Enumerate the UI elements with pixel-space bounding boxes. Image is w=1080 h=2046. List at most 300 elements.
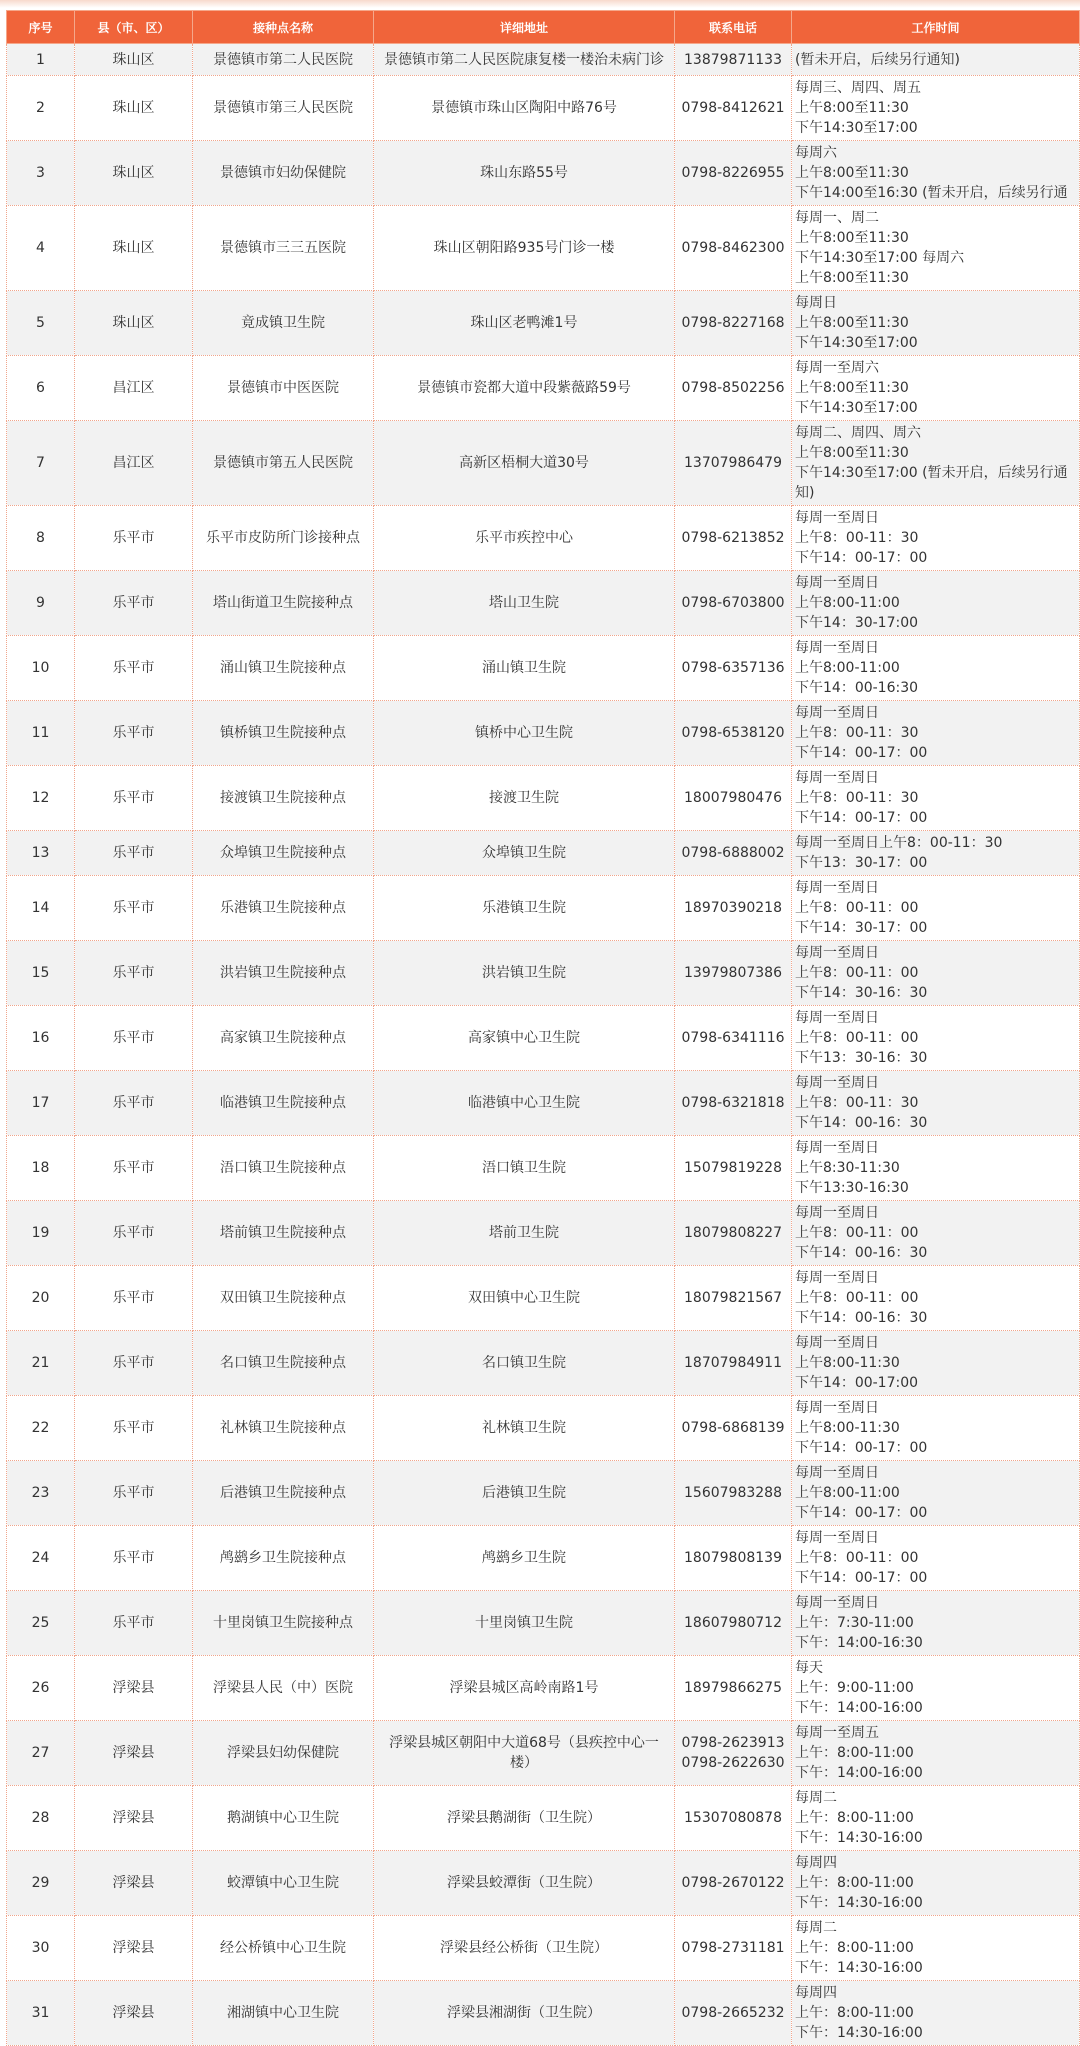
cell-county: 乐平市 (75, 506, 193, 571)
cell-address-line: 浮梁县经公桥街（卫生院） (440, 1940, 608, 1956)
cell-site-name: 景德镇市妇幼保健院 (193, 141, 374, 206)
cell-work-hours-line: 上午8:00至11:30 (795, 315, 909, 331)
cell-site-name: 后港镇卫生院接种点 (193, 1461, 374, 1526)
cell-address-line: 十里岗镇卫生院 (475, 1615, 573, 1631)
cell-address (374, 636, 675, 701)
cell-work-hours-line: 下午14:30至17:00 (暂未开启，后续另行通 (795, 465, 1068, 481)
cell-address-line: 浮梁县城区朝阳中大道68号（县疾控中心一 (389, 1735, 659, 1751)
cell-phone-line: 18979866275 (684, 1680, 782, 1696)
cell-county: 浮梁县 (75, 1656, 193, 1721)
cell-address-line: 珠山区老鸭滩1号 (470, 315, 578, 331)
cell-county: 乐平市 (75, 1201, 193, 1266)
cell-no: 8 (7, 506, 75, 571)
cell-phone-line: 0798-6213852 (681, 530, 785, 546)
cell-work-hours-line: 上午8：00-11：00 (795, 1290, 919, 1306)
cell-address-line: 浮梁县蛟潭街（卫生院） (447, 1875, 601, 1891)
cell-address (374, 1201, 675, 1266)
cell-address-line: 塔山卫生院 (489, 595, 559, 611)
cell-work-hours (792, 636, 1080, 701)
cell-phone (675, 831, 792, 876)
table-row (7, 1916, 1080, 1981)
cell-work-hours-line: 上午8：00-11：30 (795, 530, 919, 546)
cell-work-hours-line: 下午14：30-16：30 (795, 985, 928, 1001)
cell-phone-line: 0798-2623913 (681, 1735, 785, 1751)
table-row (7, 571, 1080, 636)
cell-phone (675, 1916, 792, 1981)
cell-county: 乐平市 (75, 636, 193, 701)
cell-work-hours-line: 每周四 (795, 1855, 837, 1871)
cell-phone-line: 0798-6888002 (681, 845, 785, 861)
cell-county: 浮梁县 (75, 1786, 193, 1851)
cell-county: 珠山区 (75, 76, 193, 141)
cell-site-name: 景德镇市中医医院 (193, 356, 374, 421)
cell-work-hours-line: 下午14：00-16:30 (795, 680, 919, 696)
cell-work-hours-line: 每周一至周日 (795, 880, 879, 896)
cell-work-hours-line: 上午8：00-11：30 (795, 1095, 919, 1111)
table-body (7, 44, 1080, 2046)
cell-work-hours (792, 1851, 1080, 1916)
cell-work-hours (792, 1006, 1080, 1071)
cell-phone (675, 876, 792, 941)
cell-work-hours (792, 1396, 1080, 1461)
cell-work-hours (792, 356, 1080, 421)
cell-phone (675, 1201, 792, 1266)
cell-address (374, 1396, 675, 1461)
cell-address-line: 景德镇市珠山区陶阳中路76号 (431, 100, 617, 116)
cell-work-hours-line: 每周一至周日 (795, 1270, 879, 1286)
cell-address (374, 141, 675, 206)
header-county: 县（市、区） (75, 11, 193, 44)
cell-site-name: 涌山镇卫生院接种点 (193, 636, 374, 701)
cell-work-hours (792, 701, 1080, 766)
cell-address (374, 1071, 675, 1136)
table-row (7, 1656, 1080, 1721)
cell-work-hours (792, 1201, 1080, 1266)
cell-address (374, 76, 675, 141)
cell-no: 22 (7, 1396, 75, 1461)
cell-phone (675, 1331, 792, 1396)
cell-county: 浮梁县 (75, 1721, 193, 1786)
cell-address-line: 临港镇中心卫生院 (468, 1095, 580, 1111)
cell-work-hours-line: 上午8:00-11:00 (795, 660, 900, 676)
cell-address (374, 1981, 675, 2046)
cell-work-hours-line: 上午8:00至11:30 (795, 230, 909, 246)
table-row (7, 76, 1080, 141)
cell-work-hours (792, 1786, 1080, 1851)
cell-site-name: 众埠镇卫生院接种点 (193, 831, 374, 876)
cell-address-line: 浯口镇卫生院 (482, 1160, 566, 1176)
cell-address-line: 浮梁县湘湖街（卫生院） (447, 2005, 601, 2021)
cell-county: 珠山区 (75, 141, 193, 206)
table-row (7, 506, 1080, 571)
cell-work-hours (792, 1331, 1080, 1396)
cell-county: 昌江区 (75, 356, 193, 421)
cell-work-hours-line: (暂未开启，后续另行通知) (795, 51, 960, 68)
cell-address-line: 洪岩镇卫生院 (482, 965, 566, 981)
cell-address-line: 镇桥中心卫生院 (475, 725, 573, 741)
table-row (7, 1981, 1080, 2046)
cell-site-name: 竟成镇卫生院 (193, 291, 374, 356)
cell-phone-line: 0798-8227168 (681, 315, 785, 331)
cell-site-name: 浮梁县人民（中）医院 (193, 1656, 374, 1721)
cell-address-line: 接渡卫生院 (489, 790, 559, 806)
cell-work-hours-line: 每周一至周日 (795, 1140, 879, 1156)
cell-address (374, 506, 675, 571)
cell-work-hours (792, 1591, 1080, 1656)
cell-phone-line: 18007980476 (684, 790, 782, 806)
cell-work-hours-line: 下午14：00-16：30 (795, 1310, 928, 1326)
cell-no: 3 (7, 141, 75, 206)
cell-work-hours-line: 下午14：00-17：00 (795, 1440, 928, 1456)
cell-site-name: 浮梁县妇幼保健院 (193, 1721, 374, 1786)
cell-no: 5 (7, 291, 75, 356)
cell-phone (675, 1786, 792, 1851)
cell-county: 乐平市 (75, 1006, 193, 1071)
cell-site-name: 乐平市皮防所门诊接种点 (193, 506, 374, 571)
cell-phone-line: 13979807386 (684, 965, 782, 981)
cell-work-hours-line: 每周一至周日 (795, 1530, 879, 1546)
cell-no: 20 (7, 1266, 75, 1331)
table-row (7, 141, 1080, 206)
cell-no: 21 (7, 1331, 75, 1396)
table-row (7, 1461, 1080, 1526)
cell-phone (675, 571, 792, 636)
cell-county: 乐平市 (75, 1331, 193, 1396)
cell-no: 19 (7, 1201, 75, 1266)
cell-no: 11 (7, 701, 75, 766)
cell-county: 乐平市 (75, 876, 193, 941)
cell-no: 23 (7, 1461, 75, 1526)
cell-site-name: 景德镇市三三五医院 (193, 206, 374, 291)
table-row (7, 636, 1080, 701)
table-row (7, 941, 1080, 1006)
cell-phone-line: 0798-2670122 (681, 1875, 785, 1891)
cell-address (374, 571, 675, 636)
cell-address (374, 1656, 675, 1721)
cell-work-hours-line: 下午：14:00-16:30 (795, 1635, 923, 1651)
cell-phone-line: 0798-6321818 (681, 1095, 785, 1111)
cell-phone (675, 766, 792, 831)
cell-work-hours-line: 上午8:00至11:30 (795, 165, 909, 181)
cell-address (374, 1591, 675, 1656)
cell-address (374, 421, 675, 506)
cell-work-hours-line: 每周六 (795, 145, 837, 161)
table-row (7, 1786, 1080, 1851)
cell-county: 乐平市 (75, 701, 193, 766)
cell-work-hours (792, 1721, 1080, 1786)
cell-no: 6 (7, 356, 75, 421)
cell-county: 乐平市 (75, 1071, 193, 1136)
table-row (7, 1006, 1080, 1071)
cell-phone-line: 13707986479 (684, 455, 782, 471)
cell-work-hours (792, 941, 1080, 1006)
table-row (7, 206, 1080, 291)
cell-no: 9 (7, 571, 75, 636)
table-row (7, 1721, 1080, 1786)
cell-work-hours-line: 下午13：30-16：30 (795, 1050, 928, 1066)
cell-no: 30 (7, 1916, 75, 1981)
cell-address (374, 831, 675, 876)
cell-address-line: 塔前卫生院 (489, 1225, 559, 1241)
cell-phone (675, 291, 792, 356)
cell-work-hours-line: 每周一至周日 (795, 770, 879, 786)
cell-address-line: 乐港镇卫生院 (482, 900, 566, 916)
cell-no: 25 (7, 1591, 75, 1656)
cell-work-hours (792, 506, 1080, 571)
cell-phone-line: 0798-6538120 (681, 725, 785, 741)
header-address: 详细地址 (374, 11, 675, 44)
cell-address-line: 高家镇中心卫生院 (468, 1030, 580, 1046)
title-strip-cropped (0, 0, 1080, 8)
cell-work-hours-line: 下午：14:30-16:00 (795, 1830, 923, 1846)
cell-site-name: 塔前镇卫生院接种点 (193, 1201, 374, 1266)
cell-county: 乐平市 (75, 766, 193, 831)
cell-phone (675, 44, 792, 76)
cell-address (374, 1136, 675, 1201)
cell-work-hours-line: 下午：14:30-16:00 (795, 1960, 923, 1976)
cell-address (374, 1721, 675, 1786)
cell-work-hours (792, 421, 1080, 506)
cell-phone (675, 421, 792, 506)
cell-site-name: 乐港镇卫生院接种点 (193, 876, 374, 941)
cell-work-hours-line: 下午14：00-17：00 (795, 810, 928, 826)
cell-site-name: 景德镇市第五人民医院 (193, 421, 374, 506)
cell-phone-line: 0798-8226955 (681, 165, 785, 181)
cell-work-hours-line: 下午：14:00-16:00 (795, 1700, 923, 1716)
cell-county: 乐平市 (75, 1461, 193, 1526)
cell-address-line: 礼林镇卫生院 (482, 1420, 566, 1436)
cell-phone (675, 1396, 792, 1461)
cell-work-hours (792, 571, 1080, 636)
cell-work-hours-line: 每周一至周日 (795, 1465, 879, 1481)
cell-address (374, 1006, 675, 1071)
cell-no: 15 (7, 941, 75, 1006)
table-row (7, 831, 1080, 876)
cell-site-name: 高家镇卫生院接种点 (193, 1006, 374, 1071)
header-work-hours: 工作时间 (792, 11, 1080, 44)
cell-work-hours-line: 上午8:00至11:30 (795, 445, 909, 461)
cell-work-hours-line: 下午14:00至16:30 (暂未开启，后续另行通 (795, 185, 1068, 201)
table-row (7, 291, 1080, 356)
cell-phone-line: 18079808139 (684, 1550, 782, 1566)
cell-work-hours-line: 下午14：30-17：00 (795, 920, 928, 936)
cell-address (374, 44, 675, 76)
cell-work-hours-line: 上午8:00-11:30 (795, 1420, 900, 1436)
cell-address (374, 1786, 675, 1851)
cell-work-hours-line: 每周一至周日 (795, 705, 879, 721)
cell-work-hours-line: 上午：8:00-11:00 (795, 1940, 914, 1956)
cell-no: 7 (7, 421, 75, 506)
cell-work-hours-line: 上午8：00-11：00 (795, 1030, 919, 1046)
table-row (7, 1591, 1080, 1656)
cell-phone-line: 18079821567 (684, 1290, 782, 1306)
cell-work-hours-line: 每周一至周日 (795, 1010, 879, 1026)
cell-phone (675, 636, 792, 701)
cell-phone-line: 18607980712 (684, 1615, 782, 1631)
cell-no: 10 (7, 636, 75, 701)
cell-work-hours (792, 1916, 1080, 1981)
cell-address-line: 珠山东路55号 (480, 165, 568, 181)
cell-address-line: 珠山区朝阳路935号门诊一楼 (433, 240, 615, 256)
table-row (7, 1266, 1080, 1331)
cell-work-hours (792, 1266, 1080, 1331)
cell-work-hours-line: 每周四 (795, 1985, 837, 2001)
cell-site-name: 湘湖镇中心卫生院 (193, 1981, 374, 2046)
cell-phone-line: 15607983288 (684, 1485, 782, 1501)
cell-work-hours-line: 上午8：00-11：00 (795, 900, 919, 916)
cell-address (374, 1526, 675, 1591)
cell-work-hours (792, 1461, 1080, 1526)
cell-phone-line: 0798-6703800 (681, 595, 785, 611)
cell-address-line: 景德镇市瓷都大道中段紫薇路59号 (417, 380, 631, 396)
table-row (7, 44, 1080, 76)
cell-work-hours-line: 上午8:00-11:00 (795, 595, 900, 611)
cell-phone-line: 0798-6341116 (681, 1030, 785, 1046)
cell-phone-line: 18079808227 (684, 1225, 782, 1241)
cell-work-hours-line: 每周一至周日 (795, 1595, 879, 1611)
cell-work-hours-line: 上午8:00-11:30 (795, 1355, 900, 1371)
cell-phone-line: 13879871133 (684, 51, 782, 68)
cell-address (374, 356, 675, 421)
cell-county: 珠山区 (75, 291, 193, 356)
cell-work-hours-line: 下午13:30-16:30 (795, 1180, 909, 1196)
cell-work-hours-line: 每周一至周六 (795, 360, 879, 376)
cell-address-line: 双田镇中心卫生院 (468, 1290, 580, 1306)
cell-phone (675, 1981, 792, 2046)
cell-work-hours-line: 上午8:00-11:00 (795, 1485, 900, 1501)
table-row (7, 1071, 1080, 1136)
cell-work-hours (792, 1136, 1080, 1201)
cell-work-hours-line: 上午：8:00-11:00 (795, 2005, 914, 2021)
cell-county: 浮梁县 (75, 1916, 193, 1981)
cell-no: 2 (7, 76, 75, 141)
cell-phone-line: 0798-6868139 (681, 1420, 785, 1436)
cell-work-hours-line: 下午：14:30-16:00 (795, 2025, 923, 2041)
cell-work-hours (792, 1526, 1080, 1591)
cell-phone (675, 1136, 792, 1201)
cell-phone-line: 18970390218 (684, 900, 782, 916)
cell-phone-line: 18707984911 (684, 1355, 782, 1371)
cell-phone (675, 1526, 792, 1591)
cell-phone (675, 506, 792, 571)
cell-address-line: 名口镇卫生院 (482, 1355, 566, 1371)
cell-work-hours-line: 每周一至周日上午8：00-11：30 (795, 835, 1003, 851)
cell-site-name: 洪岩镇卫生院接种点 (193, 941, 374, 1006)
cell-no: 12 (7, 766, 75, 831)
table-row (7, 766, 1080, 831)
cell-county: 昌江区 (75, 421, 193, 506)
header-site-name: 接种点名称 (193, 11, 374, 44)
table-row (7, 1331, 1080, 1396)
cell-work-hours-line: 下午14：00-16：30 (795, 1245, 928, 1261)
cell-work-hours-line: 下午14：00-17:00 (795, 1375, 919, 1391)
cell-work-hours-line: 上午：7:30-11:00 (795, 1615, 914, 1631)
cell-work-hours-line: 下午14:30至17:00 每周六 (795, 250, 965, 266)
cell-work-hours (792, 206, 1080, 291)
cell-site-name: 景德镇市第二人民医院 (193, 44, 374, 76)
cell-county: 乐平市 (75, 1136, 193, 1201)
cell-address (374, 766, 675, 831)
cell-address (374, 941, 675, 1006)
cell-phone (675, 1656, 792, 1721)
cell-work-hours-line: 每周二、周四、周六 (795, 425, 921, 441)
cell-work-hours-line: 上午8：00-11：00 (795, 1550, 919, 1566)
cell-address-line: 浮梁县城区高岭南路1号 (449, 1680, 599, 1696)
table-row (7, 1526, 1080, 1591)
cell-phone (675, 941, 792, 1006)
cell-work-hours (792, 141, 1080, 206)
cell-site-name: 双田镇卫生院接种点 (193, 1266, 374, 1331)
cell-work-hours (792, 1981, 1080, 2046)
cell-work-hours-line: 下午14:30至17:00 (795, 335, 918, 351)
cell-phone (675, 206, 792, 291)
table-row (7, 421, 1080, 506)
cell-county: 乐平市 (75, 831, 193, 876)
cell-work-hours (792, 76, 1080, 141)
cell-work-hours-line: 上午：9:00-11:00 (795, 1680, 914, 1696)
cell-work-hours-line: 下午14：00-17：00 (795, 550, 928, 566)
cell-work-hours-line: 每周一至周日 (795, 1205, 879, 1221)
cell-no: 28 (7, 1786, 75, 1851)
cell-phone-line: 0798-2622630 (681, 1755, 785, 1771)
cell-phone (675, 1266, 792, 1331)
cell-work-hours-line: 每周一至周日 (795, 575, 879, 591)
cell-site-name: 鸬鹚乡卫生院接种点 (193, 1526, 374, 1591)
cell-address (374, 1851, 675, 1916)
cell-site-name: 镇桥镇卫生院接种点 (193, 701, 374, 766)
cell-work-hours (792, 1656, 1080, 1721)
cell-work-hours-line: 每周二 (795, 1790, 837, 1806)
cell-work-hours-line: 下午14:30至17:00 (795, 400, 918, 416)
table-row (7, 1851, 1080, 1916)
cell-site-name: 鹅湖镇中心卫生院 (193, 1786, 374, 1851)
table-row (7, 1136, 1080, 1201)
vaccination-sites-table (6, 10, 1080, 2046)
cell-site-name: 礼林镇卫生院接种点 (193, 1396, 374, 1461)
cell-work-hours-line: 下午14：00-17：00 (795, 745, 928, 761)
cell-work-hours-line: 下午：14:00-16:00 (795, 1765, 923, 1781)
cell-county: 乐平市 (75, 941, 193, 1006)
cell-work-hours-line: 上午8:00至11:30 (795, 380, 909, 396)
table-row (7, 356, 1080, 421)
cell-work-hours-line: 上午：8:00-11:00 (795, 1875, 914, 1891)
cell-work-hours-line: 下午14：00-16：30 (795, 1115, 928, 1131)
cell-phone-line: 0798-6357136 (681, 660, 785, 676)
cell-address-line: 浮梁县鹅湖街（卫生院） (447, 1810, 601, 1826)
cell-work-hours-line: 每周一至周日 (795, 1075, 879, 1091)
cell-phone-line: 0798-2665232 (681, 2005, 785, 2021)
cell-address-line: 涌山镇卫生院 (482, 660, 566, 676)
cell-county: 乐平市 (75, 1396, 193, 1461)
cell-address (374, 1266, 675, 1331)
cell-work-hours (792, 44, 1080, 76)
cell-work-hours-line: 每周一至周五 (795, 1725, 879, 1741)
cell-work-hours-line: 下午：14:30-16:00 (795, 1895, 923, 1911)
cell-address (374, 1331, 675, 1396)
cell-no: 16 (7, 1006, 75, 1071)
cell-address-line: 后港镇卫生院 (482, 1485, 566, 1501)
cell-work-hours-line: 上午8:30-11:30 (795, 1160, 900, 1176)
cell-county: 浮梁县 (75, 1851, 193, 1916)
cell-county: 乐平市 (75, 571, 193, 636)
cell-site-name: 经公桥镇中心卫生院 (193, 1916, 374, 1981)
cell-work-hours-line: 每周一至周日 (795, 1335, 879, 1351)
cell-work-hours-line: 每天 (795, 1660, 823, 1676)
cell-phone (675, 701, 792, 766)
cell-no: 31 (7, 1981, 75, 2046)
cell-work-hours-line: 每周三、周四、周五 (795, 80, 921, 96)
cell-work-hours (792, 831, 1080, 876)
